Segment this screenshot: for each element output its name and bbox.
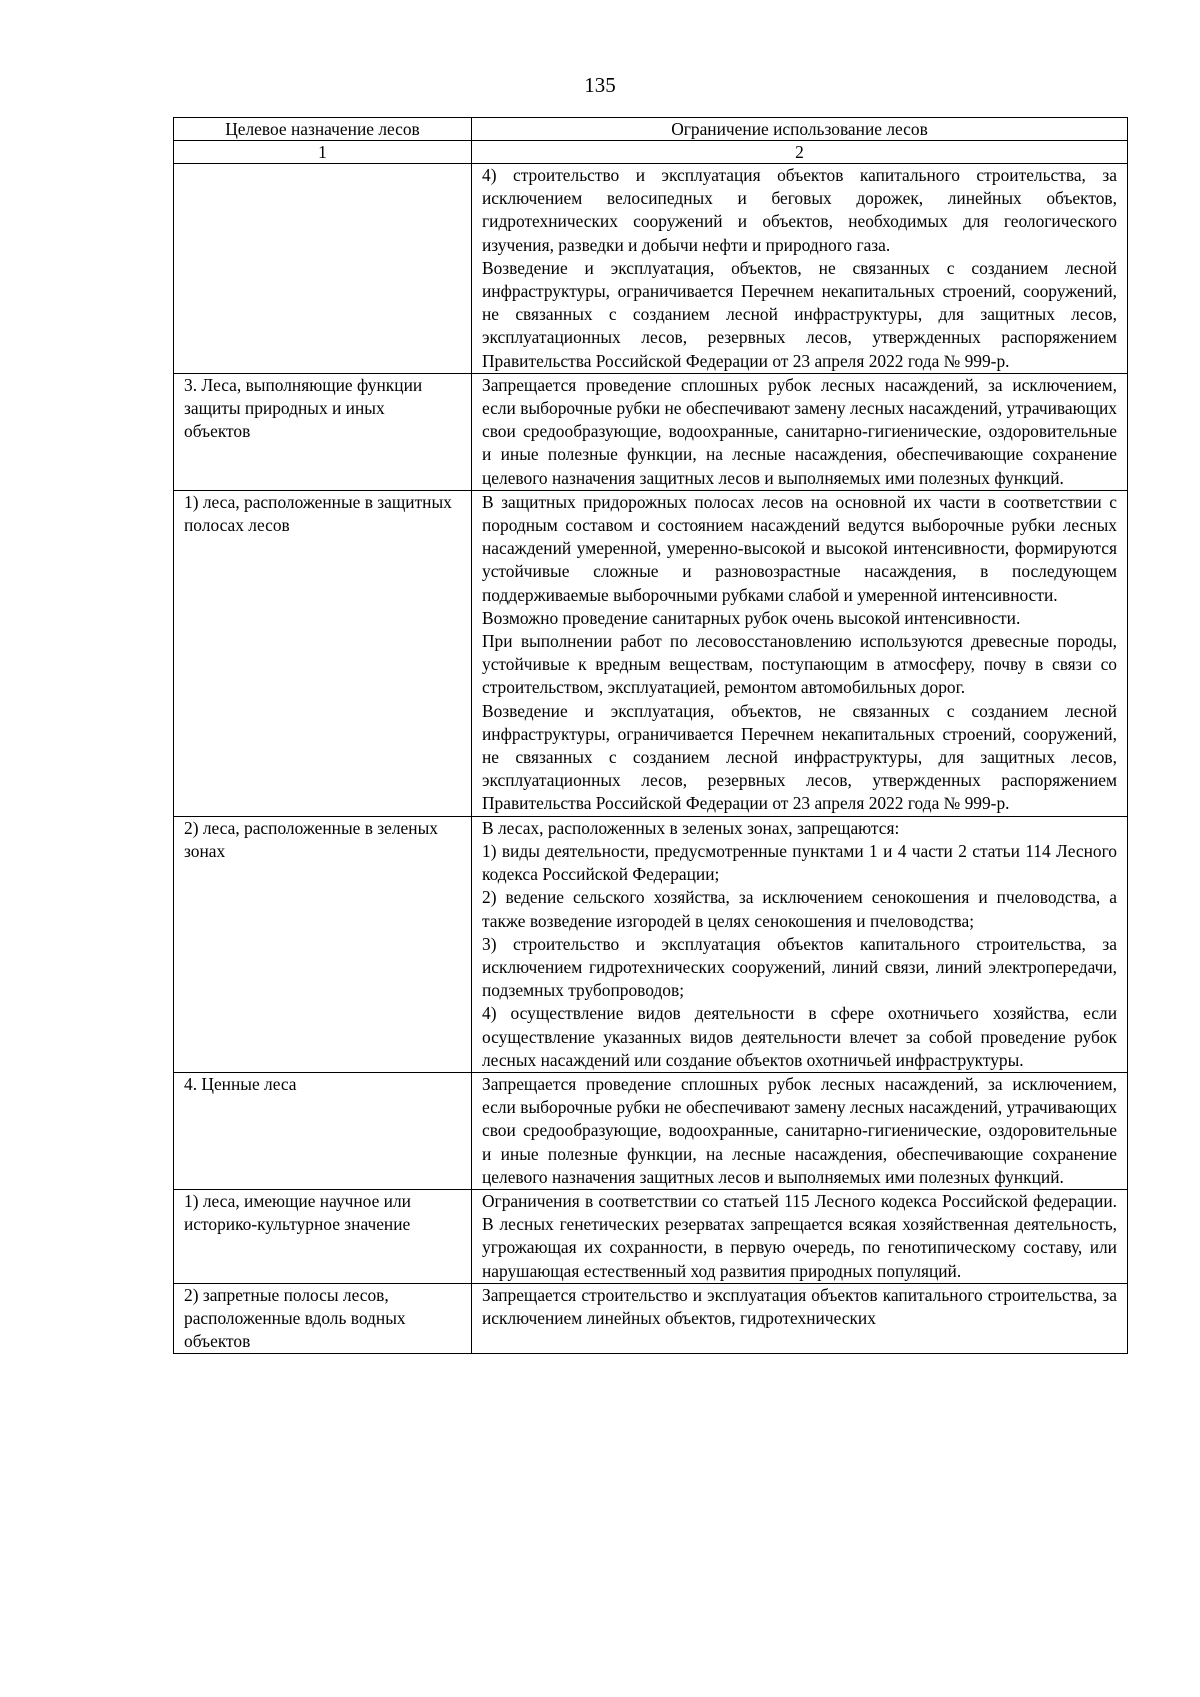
- table-header-row: [174, 118, 1128, 141]
- forest-purpose-cell: 1) леса, имеющие научное или историко-культурное значение: [174, 1189, 472, 1283]
- forest-purpose-cell: 3. Леса, выполняющие функции защиты природных и иных объектов: [174, 373, 472, 490]
- restriction-cell: [472, 164, 1128, 374]
- restriction-paragraph: 4) строительство и эксплуатация объектов капитального строительства, за исключением велосипедных и беговых дорожек, линейных объектов, гидротехнических сооружений и объектов, необходимых для геологического изучения, разведки и добычи нефти и природного газа.: [482, 165, 1117, 255]
- restriction-paragraph: 2) ведение сельского хозяйства, за исключением сенокошения и пчеловодства, а также возведение изгородей в целях сенокошения и пчеловодства;: [482, 887, 1117, 931]
- restriction-cell: [472, 490, 1128, 816]
- restriction-paragraph: 1) виды деятельности, предусмотренные пунктами 1 и 4 части 2 статьи 114 Лесного кодекса Российской Федерации;: [482, 840, 1117, 885]
- restriction-cell: [472, 816, 1128, 1072]
- restrictions-table: [173, 117, 1128, 1354]
- page-number: 135: [584, 73, 616, 97]
- restriction-paragraph: Возможно проведение санитарных рубок очень высокой интенсивности.: [482, 607, 1021, 628]
- forest-purpose-cell: 1) леса, расположенные в защитных полосах лесов: [174, 490, 472, 816]
- restriction-paragraph: Запрещается проведение сплошных рубок лесных насаждений, за исключением, если выборочные рубки не обеспечивают замену лесных насаждений, утрачивающих свои средообразующие, водоохранные, санитарно-гигиенические, оздоровительные и иные полезные функции, на лесные насаждения, обеспечивающие сохранение целевого назначения защитных лесов и выполняемых ими полезных функций.: [482, 1073, 1117, 1187]
- restriction-paragraph: 4) осуществление видов деятельности в сфере охотничьего хозяйства, если осуществление указанных видов деятельности влечет за собой проведение рубок лесных насаждений или создание объектов охотничьей инфраструктуры.: [482, 1003, 1117, 1070]
- forest-purpose-cell: 2) леса, расположенные в зеленых зонах: [174, 816, 472, 1072]
- restriction-cell: [472, 1072, 1128, 1189]
- restriction-paragraph: Запрещается проведение сплошных рубок лесных насаждений, за исключением, если выборочные рубки не обеспечивают замену лесных насаждений, утрачивающих свои средообразующие, водоохранные, санитарно-гигиенические, оздоровительные и иные полезные функции, на лесные насаждения, обеспечивающие сохранение целевого назначения защитных лесов и выполняемых ими полезных функций.: [482, 374, 1117, 488]
- restriction-paragraph: Ограничения в соответствии со статьей 115 Лесного кодекса Российской федерации. В лесных генетических резерватах запрещается всякая хозяйственная деятельность, угрожающая их сохранности, в первую очередь, по генотипическому составу, или нарушающая естественный ход развития природных популяций.: [482, 1190, 1117, 1281]
- column-number-1: 1: [174, 141, 472, 164]
- restriction-paragraph: Возведение и эксплуатация, объектов, не связанных с созданием лесной инфраструктуры, ограничивается Перечнем некапитальных строений, сооружений, не связанных с созданием лесной инфраструктуры, для защитных лесов, эксплуатационных лесов, резервных лесов, утвержденных распоряжением Правительства Российской Федерации от 23 апреля 2022 года № 999-р.: [482, 257, 1117, 371]
- forest-purpose-cell: [174, 164, 472, 374]
- table-row: [174, 373, 1128, 490]
- forest-purpose-cell: 2) запретные полосы лесов, расположенные вдоль водных объектов: [174, 1283, 472, 1354]
- restriction-cell: [472, 1283, 1128, 1354]
- restriction-paragraph: Возведение и эксплуатация, объектов, не связанных с созданием лесной инфраструктуры, ограничивается Перечнем некапитальных строений, сооружений, не связанных с созданием лесной инфраструктуры, для защитных лесов, эксплуатационных лесов, резервных лесов, утвержденных распоряжением Правительства Российской Федерации от 23 апреля 2022 года № 999-р.: [482, 700, 1117, 814]
- table-row: [174, 1072, 1128, 1189]
- table-column-number-row: [174, 141, 1128, 164]
- table-row: [174, 1283, 1128, 1354]
- table-row: [174, 164, 1128, 374]
- restriction-paragraph: При выполнении работ по лесовосстановлению используются древесные породы, устойчивые к вредным веществам, поступающим в атмосферу, почву в связи со строительством, эксплуатацией, ремонтом автомобильных дорог.: [482, 631, 1117, 698]
- header-usage-restriction: Ограничение использование лесов: [472, 118, 1128, 141]
- header-forest-purpose: Целевое назначение лесов: [174, 118, 472, 141]
- restriction-cell: [472, 373, 1128, 490]
- table-row: [174, 1189, 1128, 1283]
- table-row: [174, 490, 1128, 816]
- restriction-paragraph: 3) строительство и эксплуатация объектов капитального строительства, за исключением гидротехнических сооружений, линий связи, линий электропередачи, подземных трубопроводов;: [482, 933, 1117, 1001]
- restriction-paragraph: В защитных придорожных полосах лесов на основной их части в соответствии с породным составом и состоянием насаждений ведутся выборочные рубки лесных насаждений умеренной, умеренно-высокой и высокой интенсивности, формируются устойчивые сложные и разновозрастные насаждения, в последующем поддерживаемые выборочными рубками слабой и умеренной интенсивности.: [482, 491, 1117, 605]
- table-row: [174, 816, 1128, 1072]
- restriction-paragraph: В лесах, расположенных в зеленых зонах, запрещаются:: [482, 817, 900, 838]
- column-number-2: 2: [472, 141, 1128, 164]
- restriction-paragraph: Запрещается строительство и эксплуатация объектов капитального строительства, за исключением линейных объектов, гидротехнических: [482, 1284, 1117, 1328]
- forest-purpose-cell: 4. Ценные леса: [174, 1072, 472, 1189]
- restriction-cell: [472, 1189, 1128, 1283]
